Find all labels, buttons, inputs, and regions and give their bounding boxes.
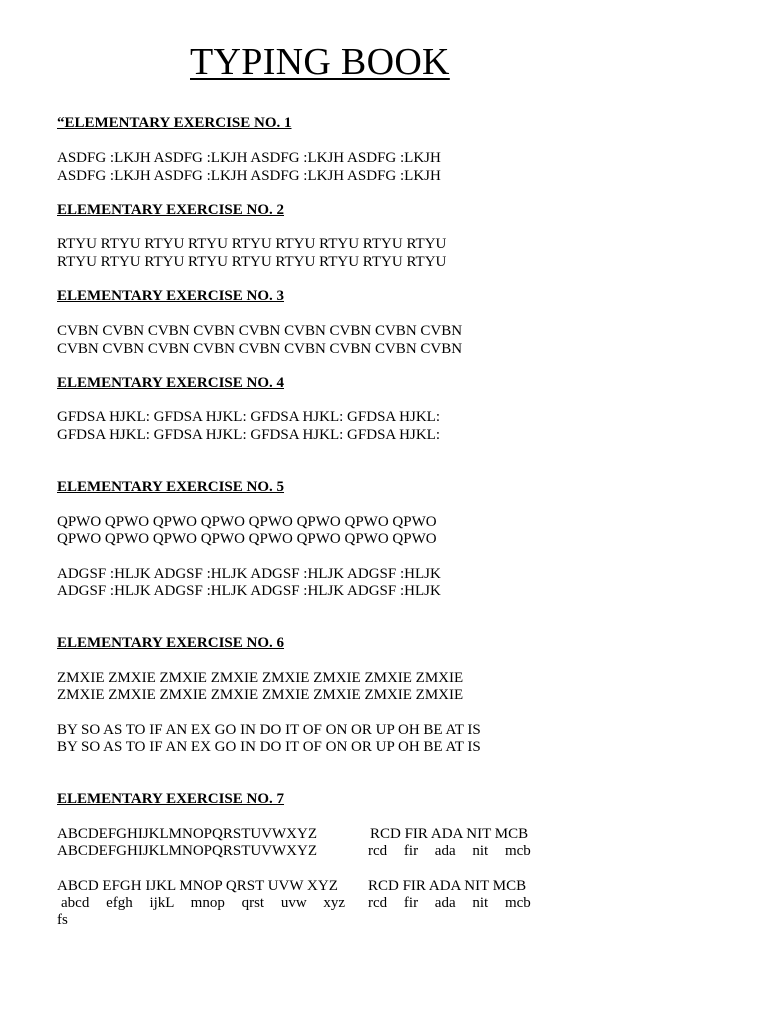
exercise-heading: ELEMENTARY EXERCISE NO. 6 — [57, 635, 285, 651]
exercise-line: CVBN CVBN CVBN CVBN CVBN CVBN CVBN CVBN CVBN — [57, 323, 463, 339]
exercise-line: ZMXIE ZMXIE ZMXIE ZMXIE ZMXIE ZMXIE ZMXIE ZMXIE — [57, 670, 464, 686]
exercise-line: ABCD EFGH IJKL MNOP QRST UVW XYZ — [57, 878, 338, 894]
exercise-line: BY SO AS TO IF AN EX GO IN DO IT OF ON OR UP OH BE AT IS — [57, 739, 481, 755]
exercise-heading: ELEMENTARY EXERCISE NO. 5 — [57, 479, 285, 495]
page-title: TYPING BOOK — [190, 41, 450, 83]
exercise-line: RCD FIR ADA NIT MCB — [370, 826, 529, 842]
exercise-heading: ELEMENTARY EXERCISE NO. 2 — [57, 202, 285, 218]
exercise-line: rcd fir ada nit mcb — [368, 843, 531, 859]
exercise-line: fs — [57, 912, 68, 928]
exercise-line: ADGSF :HLJK ADGSF :HLJK ADGSF :HLJK ADGSF :HLJK — [57, 583, 441, 599]
exercise-line: ASDFG :LKJH ASDFG :LKJH ASDFG :LKJH ASDFG :LKJH — [57, 168, 441, 184]
exercise-line: GFDSA HJKL: GFDSA HJKL: GFDSA HJKL: GFDSA HJKL: — [57, 409, 440, 425]
exercise-line: RTYU RTYU RTYU RTYU RTYU RTYU RTYU RTYU RTYU — [57, 254, 447, 270]
exercise-line: ZMXIE ZMXIE ZMXIE ZMXIE ZMXIE ZMXIE ZMXIE ZMXIE — [57, 687, 464, 703]
exercise-heading: “ELEMENTARY EXERCISE NO. 1 — [57, 115, 292, 131]
exercise-line: CVBN CVBN CVBN CVBN CVBN CVBN CVBN CVBN CVBN — [57, 341, 463, 357]
exercise-heading: ELEMENTARY EXERCISE NO. 4 — [57, 375, 285, 391]
exercise-line: QPWO QPWO QPWO QPWO QPWO QPWO QPWO QPWO — [57, 514, 437, 530]
exercise-line: ABCDEFGHIJKLMNOPQRSTUVWXYZ — [57, 843, 318, 859]
exercise-line: RCD FIR ADA NIT MCB — [368, 878, 527, 894]
exercise-line: QPWO QPWO QPWO QPWO QPWO QPWO QPWO QPWO — [57, 531, 437, 547]
exercise-line: abcd efgh ijkL mnop qrst uvw xyz — [61, 895, 346, 911]
exercise-line: BY SO AS TO IF AN EX GO IN DO IT OF ON OR UP OH BE AT IS — [57, 722, 481, 738]
exercise-heading: ELEMENTARY EXERCISE NO. 3 — [57, 288, 285, 304]
exercise-line: ASDFG :LKJH ASDFG :LKJH ASDFG :LKJH ASDFG :LKJH — [57, 150, 441, 166]
exercise-line: rcd fir ada nit mcb — [368, 895, 531, 911]
exercise-line: ABCDEFGHIJKLMNOPQRSTUVWXYZ — [57, 826, 318, 842]
exercise-line: ADGSF :HLJK ADGSF :HLJK ADGSF :HLJK ADGSF :HLJK — [57, 566, 441, 582]
exercise-line: RTYU RTYU RTYU RTYU RTYU RTYU RTYU RTYU RTYU — [57, 236, 447, 252]
exercise-line: GFDSA HJKL: GFDSA HJKL: GFDSA HJKL: GFDSA HJKL: — [57, 427, 440, 443]
exercise-heading: ELEMENTARY EXERCISE NO. 7 — [57, 791, 285, 807]
